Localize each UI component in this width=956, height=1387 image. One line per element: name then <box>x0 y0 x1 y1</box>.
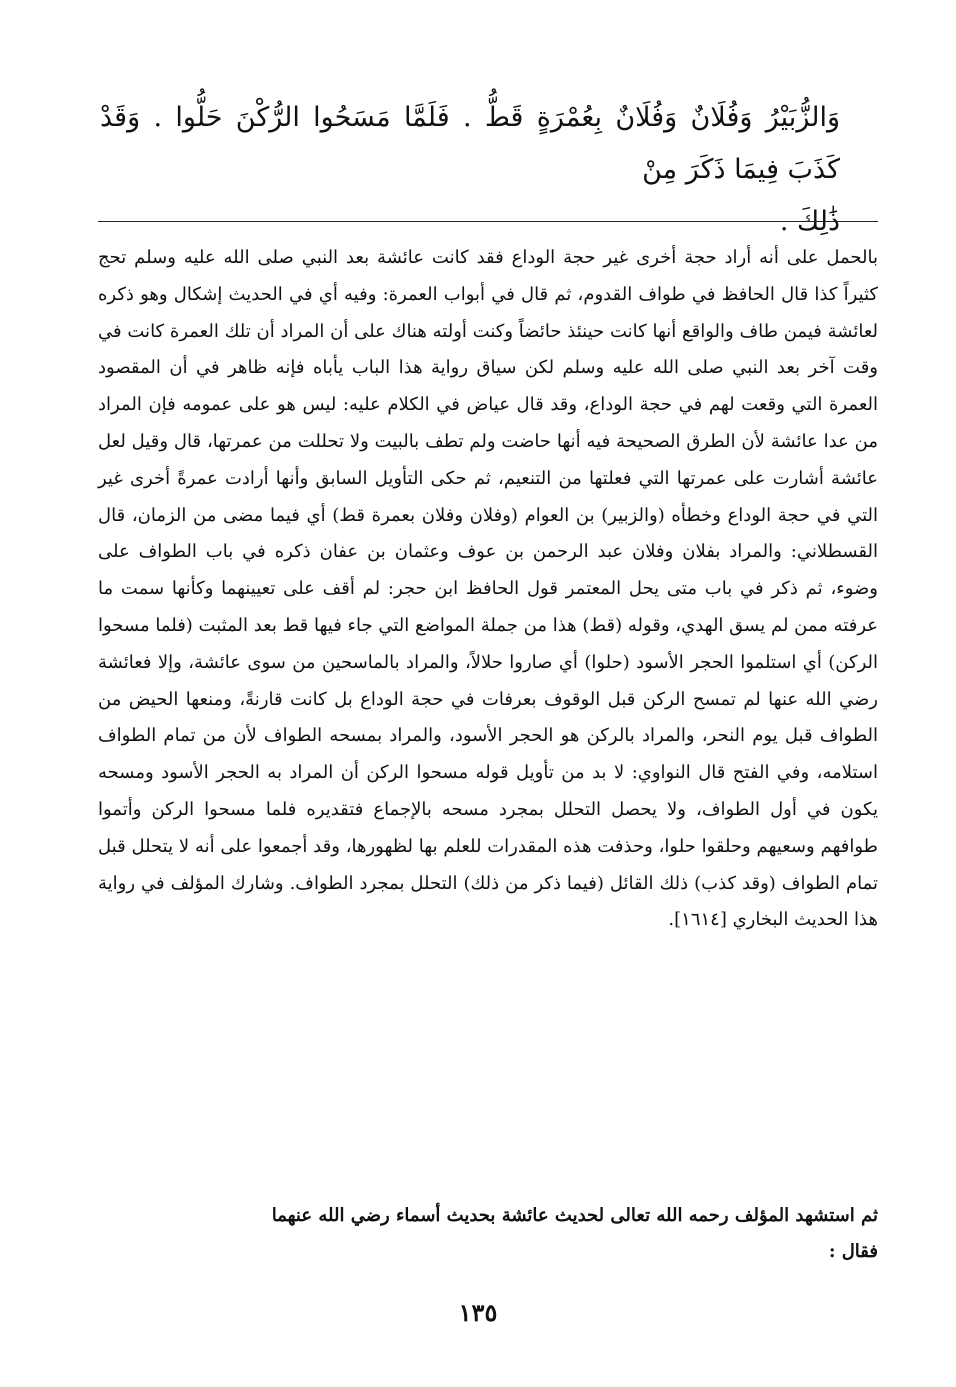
transition-text <box>98 1198 878 1270</box>
hadith-line-1: وَالزُّبَيْرُ وَفُلَانٌ وَفُلَانٌ بِعُمْرَةٍ قَطُّ . فَلَمَّا مَسَحُوا الرُّكْنَ حَلُّوا . وَقَدْ كَذَبَ فِيمَا ذَكَرَ مِنْ <box>100 102 840 185</box>
hadith-text <box>100 92 840 248</box>
hadith-line-2: ذَٰلِكَ . <box>779 206 840 237</box>
transition-line-2: فقال : <box>828 1241 878 1262</box>
footnote-separator <box>98 221 878 222</box>
commentary-paragraph: بالحمل على أنه أراد حجة أخرى غير حجة الوداع فقد كانت عائشة بعد النبي صلى الله عليه وسلم تحج كثيراً كذا قال الحافظ في طواف القدوم، ثم قال في أبواب العمرة: وفيه أي في الحديث إشكال وهو ذكره لعائشة فيمن طاف والواقع أنها كانت حينئذ حائضاً وكنت أولته هناك على أن المراد أن تلك العمرة كانت في وقت آخر بعد النبي صلى الله عليه وسلم لكن سياق رواية هذا الباب يأباه فإنه ظاهر في أن المقصود العمرة التي وقعت لهم في حجة الوداع، وقد قال عياض في الكلام عليه: ليس هو على عمومه فإن المراد من عدا عائشة لأن الطرق الصحيحة فيه أنها حاضت ولم تطف بالبيت ولا تحللت من عمرتها، قال وقيل لعل عائشة أشارت على عمرتها التي فعلتها من التنعيم، ثم حكى التأويل السابق وأنها أرادت عمرةً أخرى غير التي في حجة الوداع وخطأه (والزبير) بن العوام (وفلان وفلان بعمرة قط) أي فيما مضى من الزمان، قال القسطلاني: والمراد بفلان وفلان عبد الرحمن بن عوف وعثمان بن عفان ذكره في باب الطواف على وضوء، ثم ذكر في باب متى يحل المعتمر قول الحافظ ابن حجر: لم أقف على تعيينهما وكأنها سمت ما عرفته ممن لم يسق الهدي، وقوله (قط) هذا من جملة المواضع التي جاء فيها قط بعد المثبت (فلما مسحوا الركن) أي استلموا الحجر الأسود (حلوا) أي صاروا حلالاً، والمراد بالماسحين من سوى عائشة، وإلا فعائشة رضي الله عنها لم تمسح الركن قبل الوقوف بعرفات في حجة الوداع بل كانت قارنةً، ومنعها الحيض من الطواف قبل يوم النحر، والمراد بالركن هو الحجر الأسود، والمراد بمسحه الطواف لأن من تمام الطواف استلامه، وفي الفتح قال النواوي: لا بد من تأويل قوله مسحوا الركن أن المراد به الحجر الأسود ومسحه يكون في أول الطواف، ولا يحصل التحلل بمجرد مسحه بالإجماع فتقديره فلما مسحوا الركن وأتموا طوافهم وسعيهم وحلقوا حلوا، وحذفت هذه المقدرات للعلم بها لظهورها، وقد أجمعوا على أنه لا يتحلل قبل تمام الطواف (وقد كذب) ذلك القائل (فيما ذكر من ذلك) التحلل بمجرد الطواف. وشارك المؤلف في رواية هذا الحديث البخاري [١٦١٤]. <box>98 247 878 931</box>
commentary-block <box>98 240 878 939</box>
transition-line-1: ثم استشهد المؤلف رحمه الله تعالى لحديث عائشة بحديث أسماء رضي الله عنهما <box>271 1205 878 1226</box>
page-number: ١٣٥ <box>458 1298 498 1327</box>
